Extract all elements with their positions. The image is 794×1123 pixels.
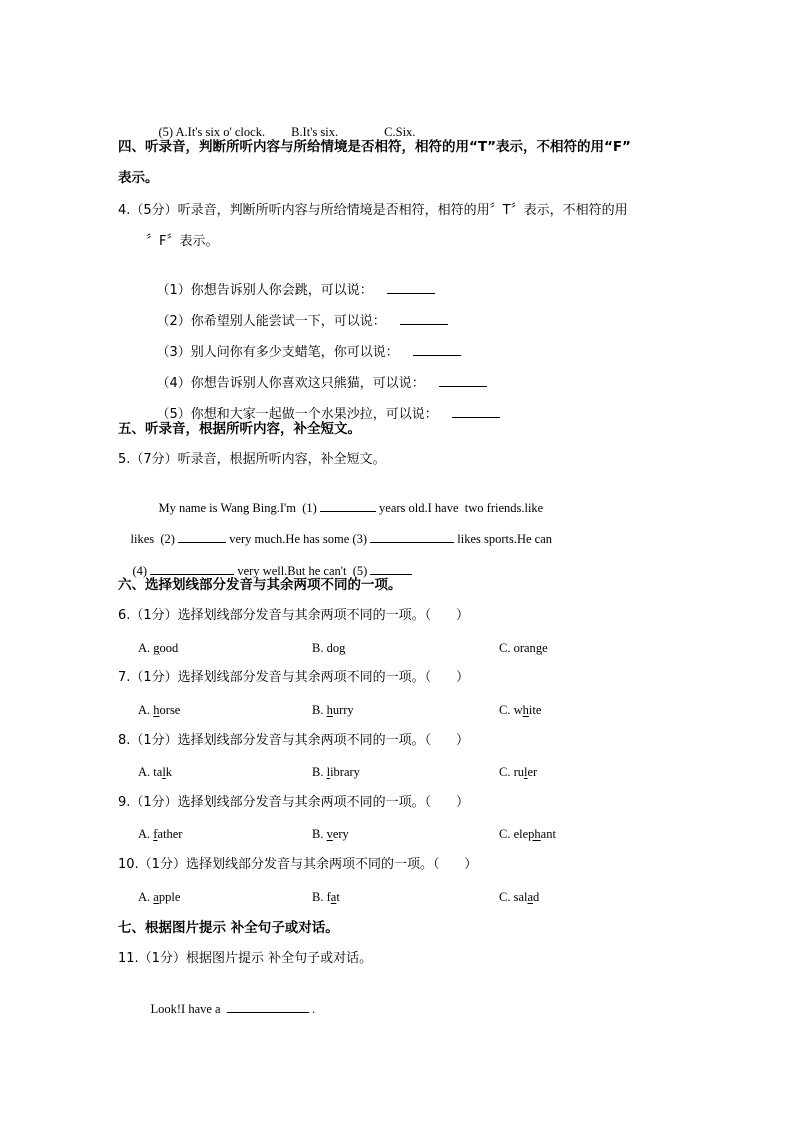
q6-option-c[interactable]: C. orange: [499, 641, 548, 655]
q7-option-c[interactable]: C. white: [499, 703, 542, 717]
answer-blank[interactable]: [387, 281, 435, 294]
passage-blank-1[interactable]: [320, 499, 376, 512]
q9-option-b[interactable]: B. very: [312, 827, 349, 841]
question-5-stem: 5.（7分）听录音，根据所听内容，补全短文。: [118, 452, 386, 467]
answer-blank[interactable]: [227, 1000, 309, 1013]
passage-text: (4): [132, 564, 151, 578]
question-10-stem: 10.（1分）选择划线部分发音与其余两项不同的一项。（ ）: [118, 857, 478, 872]
answer-blank[interactable]: [413, 343, 461, 356]
q3-option-c: C.Six.: [384, 125, 416, 139]
answer-blank[interactable]: [400, 312, 448, 325]
q8-option-c[interactable]: C. ruler: [499, 765, 538, 779]
question-4-stem: 4.（5分）听录音，判断所听内容与所给情境是否相符，相符的用〞T〞表示，不相符的用: [118, 203, 628, 218]
q9-option-c[interactable]: C. elephant: [499, 827, 556, 841]
question-11-sentence: [138, 984, 315, 1033]
answer-blank[interactable]: [452, 405, 500, 418]
passage-text: likes sports.He can: [454, 532, 553, 546]
q4-item-3-text: （3）别人问你有多少支蜡笔，你可以说：: [156, 345, 399, 360]
passage-text: years old.I have two friends.like: [375, 501, 544, 515]
section-4-heading-cont: 表示。: [118, 170, 159, 186]
question-11-stem: 11.（1分）根据图片提示 补全句子或对话。: [118, 951, 373, 966]
q10-option-a[interactable]: A. apple: [138, 890, 181, 904]
q10-option-c[interactable]: C. salad: [499, 890, 540, 904]
passage-blank-4[interactable]: [150, 562, 234, 575]
q8-option-a[interactable]: A. talk: [138, 765, 173, 779]
q6-option-a[interactable]: A. good: [138, 641, 179, 655]
sentence-text: Look!I have a: [150, 1002, 227, 1016]
q4-item-2-text: （2）你希望别人能尝试一下，可以说：: [156, 314, 386, 329]
q3-option-b: B.It's six.: [291, 125, 339, 139]
passage-text: My name is Wang Bing.I'm (1): [158, 501, 320, 515]
q3-item-5-prefix: (5): [158, 125, 176, 139]
question-7-stem: 7.（1分）选择划线部分发音与其余两项不同的一项。（ ）: [118, 670, 469, 685]
answer-blank[interactable]: [439, 374, 487, 387]
q4-item-4-text: （4）你想告诉别人你喜欢这只熊猫，可以说：: [156, 376, 425, 391]
sentence-text: .: [308, 1002, 316, 1016]
q7-option-a[interactable]: A. horse: [138, 703, 181, 717]
q3-option-a: A.It's six o' clock.: [175, 125, 266, 139]
section-6-heading: 六、选择划线部分发音与其余两项不同的一项。: [118, 577, 402, 593]
passage-text: likes (2): [130, 532, 179, 546]
question-9-stem: 9.（1分）选择划线部分发音与其余两项不同的一项。（ ）: [118, 795, 469, 810]
passage-blank-2[interactable]: [178, 530, 226, 543]
q9-option-a[interactable]: A. father: [138, 827, 183, 841]
q7-option-b[interactable]: B. hurry: [312, 703, 354, 717]
passage-blank-5[interactable]: [370, 562, 412, 575]
question-6-stem: 6.（1分）选择划线部分发音与其余两项不同的一项。（ ）: [118, 608, 469, 623]
q10-option-b[interactable]: B. fat: [312, 890, 340, 904]
passage-text: very well.But he can't (5): [234, 564, 371, 578]
section-5-heading: 五、听录音，根据所听内容，补全短文。: [118, 421, 361, 437]
section-7-heading: 七、根据图片提示 补全句子或对话。: [118, 920, 339, 936]
passage-text: very much.He has some (3): [226, 532, 371, 546]
question-4-stem-cont: 〞F〞表示。: [146, 234, 219, 249]
q8-option-b[interactable]: B. library: [312, 765, 360, 779]
q4-item-1-text: （1）你想告诉别人你会跳，可以说：: [156, 283, 373, 298]
section-4-heading: 四、听录音，判断所听内容与所给情境是否相符，相符的用“T”表示，不相符的用“F”: [118, 139, 631, 155]
q4-item-5-text: （5）你想和大家一起做一个水果沙拉，可以说：: [156, 407, 438, 422]
q6-option-b[interactable]: B. dog: [312, 641, 346, 655]
passage-blank-3[interactable]: [370, 530, 454, 543]
question-8-stem: 8.（1分）选择划线部分发音与其余两项不同的一项。（ ）: [118, 733, 469, 748]
